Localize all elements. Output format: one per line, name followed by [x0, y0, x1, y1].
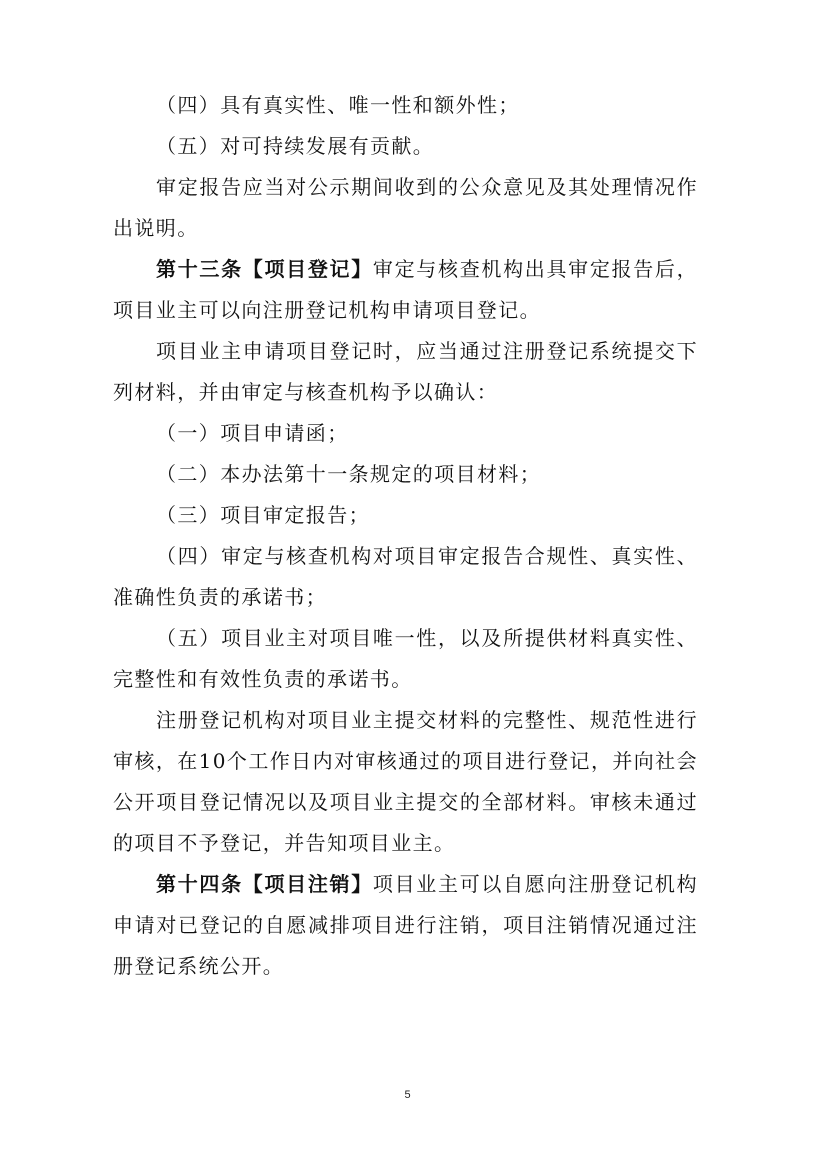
paragraph-text: （五）对可持续发展有贡献。 [156, 134, 435, 158]
list-item-5-long [113, 618, 698, 700]
paragraph-text: 项目业主申请项目登记时，应当通过注册登记系统提交下列材料，并由审定与核查机构予以确认： [113, 339, 698, 404]
list-item-4 [113, 85, 698, 126]
paragraph-text: 审定报告应当对公示期间收到的公众意见及其处理情况作出说明。 [113, 175, 698, 240]
article-heading: 第十三条【项目登记】 [156, 257, 373, 281]
paragraph-text: 注册登记机构对项目业主提交材料的完整性、规范性进行审核，在10个工作日内对审核通过的项目进行登记，并向社会公开项目登记情况以及项目业主提交的全部材料。审核未通过的项目不予登记，并告知项目业主。 [113, 708, 698, 855]
paragraph-text: （三）项目审定报告； [156, 503, 370, 527]
paragraph-text: （一）项目申请函； [156, 421, 349, 445]
list-item-5 [113, 126, 698, 167]
page-number: 5 [404, 1089, 411, 1101]
paragraph [113, 167, 698, 249]
list-item-2 [113, 454, 698, 495]
list-item-4-long [113, 536, 698, 618]
document-body [113, 85, 698, 987]
list-item-3 [113, 495, 698, 536]
paragraph [113, 331, 698, 413]
paragraph-text: （二）本办法第十一条规定的项目材料； [156, 462, 542, 486]
paragraph-text: （五）项目业主对项目唯一性，以及所提供材料真实性、完整性和有效性负责的承诺书。 [113, 626, 698, 691]
paragraph-text: （四）审定与核查机构对项目审定报告合规性、真实性、准确性负责的承诺书； [113, 544, 698, 609]
article-heading: 第十四条【项目注销】 [156, 872, 373, 896]
paragraph-text: 审定与核查机构出具审定报告后，项目业主可以向注册登记机构申请项目登记。 [113, 257, 699, 322]
paragraph-text: 项目业主可以自愿向注册登记机构申请对已登记的自愿减排项目进行注销，项目注销情况通过注册登记系统公开。 [113, 872, 699, 978]
list-item-1 [113, 413, 698, 454]
paragraph [113, 700, 698, 864]
article-13 [113, 249, 698, 331]
article-14 [113, 864, 698, 987]
paragraph-text: （四）具有真实性、唯一性和额外性； [156, 93, 520, 117]
